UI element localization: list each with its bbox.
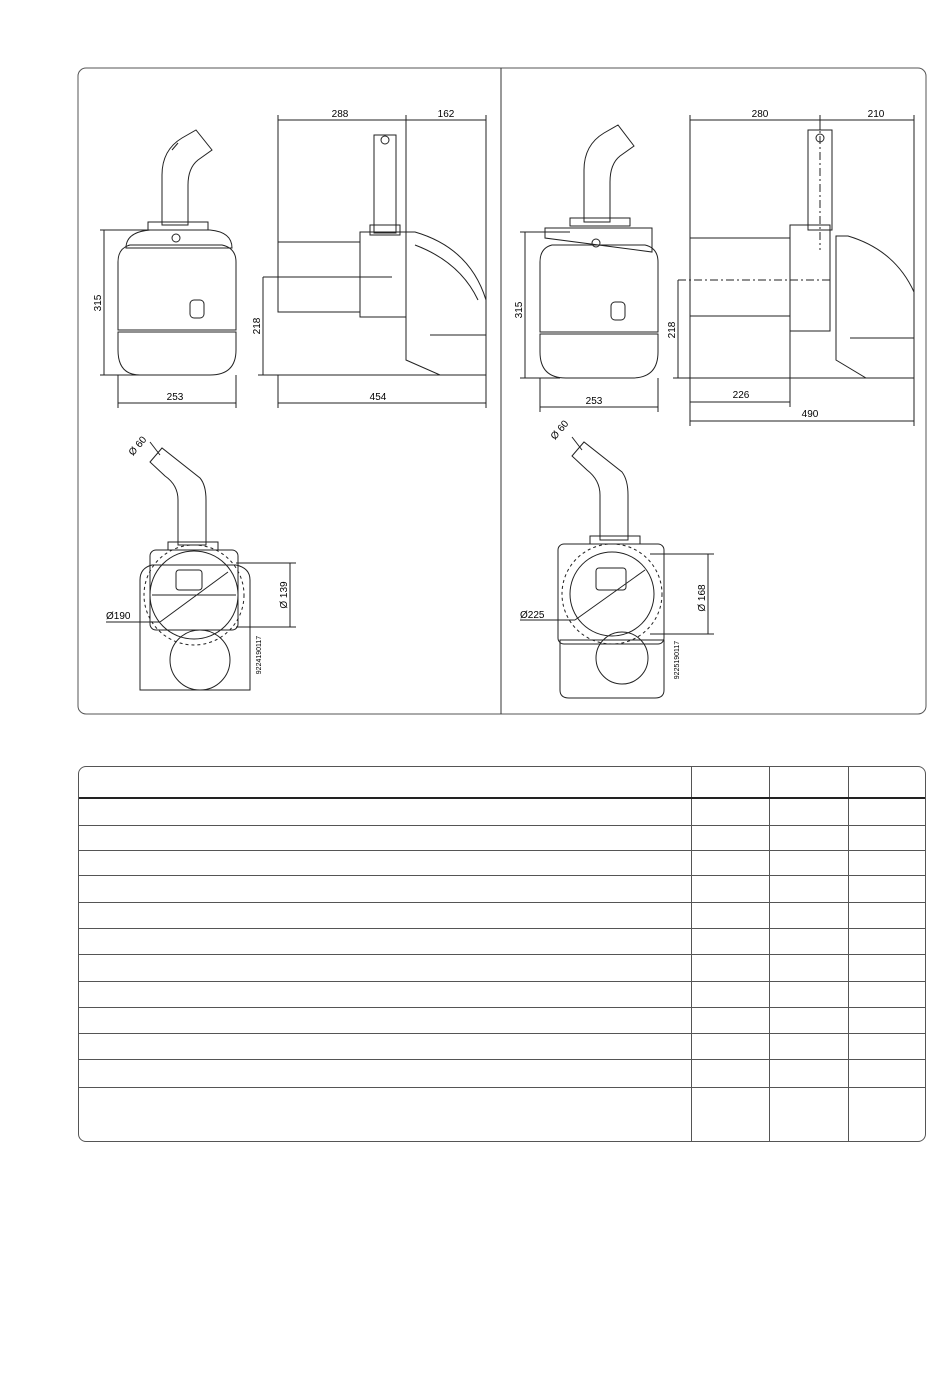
- left-ref-code: 9224190117: [256, 635, 263, 675]
- left-burner-bottom-view: [140, 448, 250, 690]
- right-dim-height: 315: [514, 301, 525, 319]
- right-dim-inner: 226: [732, 390, 750, 401]
- left-dim-height: 315: [93, 294, 104, 312]
- right-dim-width: 253: [585, 396, 603, 407]
- right-dim-axis: 218: [667, 321, 678, 339]
- left-dim-bolt: Ø 139: [279, 581, 290, 609]
- table-row-divider: [79, 825, 925, 826]
- right-dim-top-a: 280: [751, 109, 769, 120]
- right-burner-side-view: [678, 120, 914, 378]
- left-dim-flange: Ø190: [106, 611, 131, 622]
- table-row-divider: [79, 1059, 925, 1060]
- table-row-divider: [79, 902, 925, 903]
- left-dim-top-b: 162: [437, 109, 455, 120]
- table-row-divider: [79, 928, 925, 929]
- left-dim-pipe: Ø 60: [126, 434, 150, 459]
- table-row-divider: [79, 981, 925, 982]
- left-dim-width: 253: [166, 392, 184, 403]
- left-dim-top-a: 288: [331, 109, 349, 120]
- right-dim-top-b: 210: [867, 109, 885, 120]
- table-row-divider: [79, 1033, 925, 1034]
- left-dim-axis: 218: [252, 317, 263, 335]
- right-dim-bolt: Ø 168: [697, 584, 708, 612]
- table-row-divider: [79, 875, 925, 876]
- left-dim-length: 454: [369, 392, 387, 403]
- table-row-divider: [79, 1007, 925, 1008]
- drawing-frame: [78, 68, 926, 714]
- right-dim-length: 490: [801, 409, 819, 420]
- right-ref-code: 9225190117: [674, 640, 681, 680]
- left-burner-side-view: [263, 135, 486, 375]
- right-dim-pipe: Ø 60: [548, 418, 572, 443]
- table-row-divider: [79, 954, 925, 955]
- table-header-divider: [79, 797, 925, 799]
- left-burner-front-view: [118, 130, 236, 375]
- right-burner-bottom-view: [558, 442, 664, 698]
- spec-table: [78, 766, 926, 1142]
- right-burner-front-view: [540, 125, 658, 378]
- table-row-divider: [79, 1087, 925, 1088]
- right-dim-flange: Ø225: [520, 610, 545, 621]
- table-row-divider: [79, 850, 925, 851]
